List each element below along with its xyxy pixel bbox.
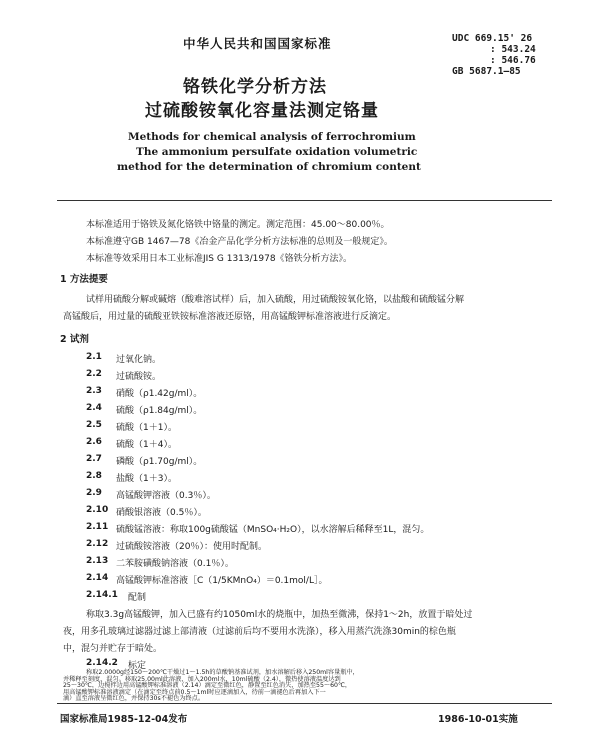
item-number: 2.13 xyxy=(86,556,109,566)
item-number: 2.12 xyxy=(86,539,109,549)
title-divider xyxy=(57,200,552,201)
title-zh-line2: 过硫酸铵氧化容量法测定铬量 xyxy=(145,101,379,121)
intro-line: 本标准适用于铬铁及氮化铬铁中铬量的测定。测定范围：45.00～80.00％。 xyxy=(86,220,390,230)
item-text: 高锰酸钾标准溶液［C（1/5KMnO₄）＝0.1mol/L］。 xyxy=(116,576,328,586)
body-line: 滴）直至溶液呈微红色，并保持30s不褪色为终点。 xyxy=(63,695,205,702)
body-line: 高锰酸后，用过量的硫酸亚铁铵标准溶液还原铬，用高锰酸钾标准溶液进行反滴定。 xyxy=(63,312,397,322)
item-text: 硫酸（1＋1）。 xyxy=(116,423,177,433)
udc-classification xyxy=(452,33,536,77)
intro-line: 本标准遵守GB 1467—78《冶金产品化学分析方法标准的总则及一般规定》。 xyxy=(86,237,393,247)
body-line: 25～30℃，边搅拌边用高锰酸钾标准溶液（2.14）滴定至微红色，静置至红色消失，加热至55～60℃， xyxy=(63,682,352,689)
footer-divider xyxy=(57,703,552,704)
item-number: 2.7 xyxy=(86,454,102,464)
item-text: 硫酸（ρ1.84g/ml）。 xyxy=(116,406,203,416)
item-text: 过氧化钠。 xyxy=(116,355,162,365)
body-line: 用高锰酸钾标准溶液滴定（在滴定至终点前0.5～1ml时应逐滴加入，待前一滴褪色后再加入下一 xyxy=(63,688,326,696)
item-text: 硝酸（ρ1.42g/ml）。 xyxy=(116,389,203,399)
section-heading: 2 试剂 xyxy=(60,334,89,345)
item-number: 2.3 xyxy=(86,386,102,396)
item-number: 2.4 xyxy=(86,403,102,413)
udc-line: : 546.76 xyxy=(490,55,536,66)
body-line: 称取2.0000g经150～200℃干燥过1～1.5h的草酸钠基准试剂，加水溶解后移入250ml容量瓶中， xyxy=(86,669,359,676)
item-number: 2.8 xyxy=(86,471,102,481)
effective-date: 1986-10-01实施 xyxy=(438,714,518,725)
subitem-number: 2.14.2 xyxy=(86,658,118,668)
item-number: 2.14 xyxy=(86,573,109,583)
body-line: 夜，用多孔玻璃过滤器过滤上部清液（过滤前后均不要用水洗涤），移入用蒸汽洗涤30min的棕色瓶 xyxy=(63,627,456,637)
body-line: 中，混匀并贮存于暗处。 xyxy=(63,644,163,654)
issue-date: 国家标准局1985-12-04发布 xyxy=(60,714,188,725)
item-text: 硫酸（1＋4）。 xyxy=(116,440,177,450)
item-number: 2.2 xyxy=(86,369,102,379)
title-en-line3: method for the determination of chromium content xyxy=(117,161,421,173)
item-text: 硫酸锰溶液：称取100g硫酸锰（MnSO₄·H₂O），以水溶解后稀释至1L，混匀。 xyxy=(116,525,430,535)
item-text: 高锰酸钾溶液（0.3％）。 xyxy=(116,491,216,501)
item-number: 2.10 xyxy=(86,505,109,515)
intro-line: 本标准等效采用日本工业标准JIS G 1313/1978《铬铁分析方法》。 xyxy=(86,254,353,264)
udc-line: : 543.24 xyxy=(490,44,536,55)
standard-number: GB 5687.1—85 xyxy=(452,66,521,77)
item-number: 2.5 xyxy=(86,420,102,430)
body-line: 并稀释至刻度，混匀。移取25.00ml此溶液，加入200ml水，10ml硫酸（2.4），微热使溶液温度达到 xyxy=(63,675,341,683)
item-text: 二苯胺磺酸钠溶液（0.1％）。 xyxy=(116,559,234,569)
section-heading: 1 方法提要 xyxy=(60,274,108,285)
issuing-authority: 中华人民共和国国家标准 xyxy=(183,36,332,51)
body-line: 称取3.3g高锰酸钾，加入已盛有约1050ml水的烧瓶中，加热至微沸，保持1～2h，放置于暗处过 xyxy=(86,610,473,620)
calibration-paragraph xyxy=(63,670,553,703)
subitem-number: 2.14.1 xyxy=(86,590,118,600)
udc-line: UDC 669.15' 26 xyxy=(452,33,533,44)
title-en-line2: The ammonium persulfate oxidation volumetric xyxy=(136,146,418,158)
body-line: 试样用硫酸分解或碱熔（酸难溶试样）后，加入硫酸，用过硫酸铵氧化铬，以盐酸和硫酸锰分解 xyxy=(86,295,465,305)
item-number: 2.6 xyxy=(86,437,102,447)
item-text: 磷酸（ρ1.70g/ml）。 xyxy=(116,457,203,467)
item-text: 硝酸银溶液（0.5％）。 xyxy=(116,508,207,518)
subitem-label: 配制 xyxy=(128,593,147,603)
item-number: 2.9 xyxy=(86,488,102,498)
item-text: 过硫酸铵溶液（20％）：使用时配制。 xyxy=(116,542,267,552)
item-text: 盐酸（1＋3）。 xyxy=(116,474,177,484)
item-number: 2.1 xyxy=(86,352,102,362)
item-text: 过硫酸铵。 xyxy=(116,372,162,382)
subitem-label: 标定 xyxy=(128,661,147,671)
item-number: 2.11 xyxy=(86,522,109,532)
title-en-line1: Methods for chemical analysis of ferrochromium xyxy=(128,131,416,143)
title-zh-line1: 铬铁化学分析方法 xyxy=(183,77,327,97)
